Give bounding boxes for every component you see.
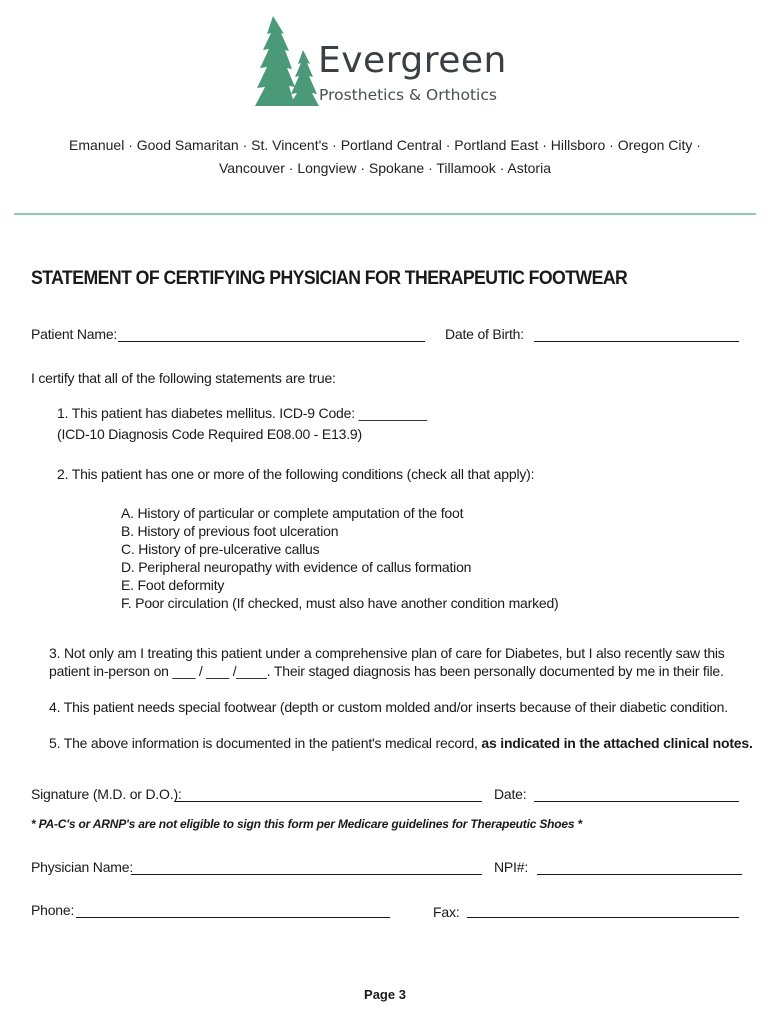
item-4-text: 4. This patient needs special footwear (depth or custom molded and/or inserts because of their diabetic condition. [49,699,728,715]
signature-field[interactable] [175,801,482,802]
locations-line-2: Vancouver · Longview · Spokane · Tillamook · Astoria [218,160,551,176]
item-5-plain: 5. The above information is documented in the patient's medical record, [49,735,482,751]
item-1-text: 1. This patient has diabetes mellitus. ICD-9 Code: _________ [57,405,427,421]
item-1-icd10-note: (ICD-10 Diagnosis Code Required E08.00 - E13.9) [57,426,362,442]
dob-label: Date of Birth: [445,326,524,342]
form-title: STATEMENT OF CERTIFYING PHYSICIAN FOR THERAPEUTIC FOOTWEAR [31,268,628,289]
phone-field[interactable] [76,917,390,918]
npi-label: NPI#: [494,859,529,875]
physician-name-label: Physician Name: [31,859,134,875]
condition-b[interactable]: B. History of previous foot ulceration [121,523,339,539]
dob-field[interactable] [534,341,739,342]
brand-tagline: Prosthetics & Orthotics [319,86,497,104]
item-3-line-1: 3. Not only am I treating this patient under a comprehensive plan of care for Diabetes, but I also recently saw this [49,645,725,661]
item-5-text [49,735,753,751]
fax-field[interactable] [467,917,739,918]
patient-name-label: Patient Name: [31,326,118,342]
certify-intro: I certify that all of the following statements are true: [31,370,336,386]
physician-name-field[interactable] [131,874,482,875]
item-2-text: 2. This patient has one or more of the following conditions (check all that apply): [57,466,535,482]
header-divider [14,213,756,215]
locations-line-1: Emanuel · Good Samaritan · St. Vincent's · Portland Central · Portland East · Hillsboro · Oregon City · [69,137,701,153]
patient-name-field[interactable] [118,341,425,342]
npi-field[interactable] [537,874,742,875]
item-5-bold: as indicated in the attached clinical notes. [481,735,753,751]
condition-a[interactable]: A. History of particular or complete amputation of the foot [121,505,464,521]
condition-f[interactable]: F. Poor circulation (If checked, must also have another condition marked) [121,595,559,611]
condition-d[interactable]: D. Peripheral neuropathy with evidence of callus formation [121,559,472,575]
fax-label: Fax: [433,904,460,920]
eligibility-note: * PA-C's or ARNP's are not eligible to sign this form per Medicare guidelines for Therapeutic Shoes * [31,817,582,831]
condition-e[interactable]: E. Foot deformity [121,577,225,593]
item-3-line-2: patient in-person on ___ / ___ /____. Their staged diagnosis has been personally documented by me in their file. [49,663,724,679]
date-field[interactable] [534,801,739,802]
brand-name: Evergreen [318,40,507,81]
signature-label: Signature (M.D. or D.O.): [31,786,182,802]
phone-label: Phone: [31,902,75,918]
evergreen-tree-icon [255,14,325,110]
page-number: Page 3 [364,987,406,1002]
condition-c[interactable]: C. History of pre-ulcerative callus [121,541,320,557]
date-label: Date: [494,786,527,802]
